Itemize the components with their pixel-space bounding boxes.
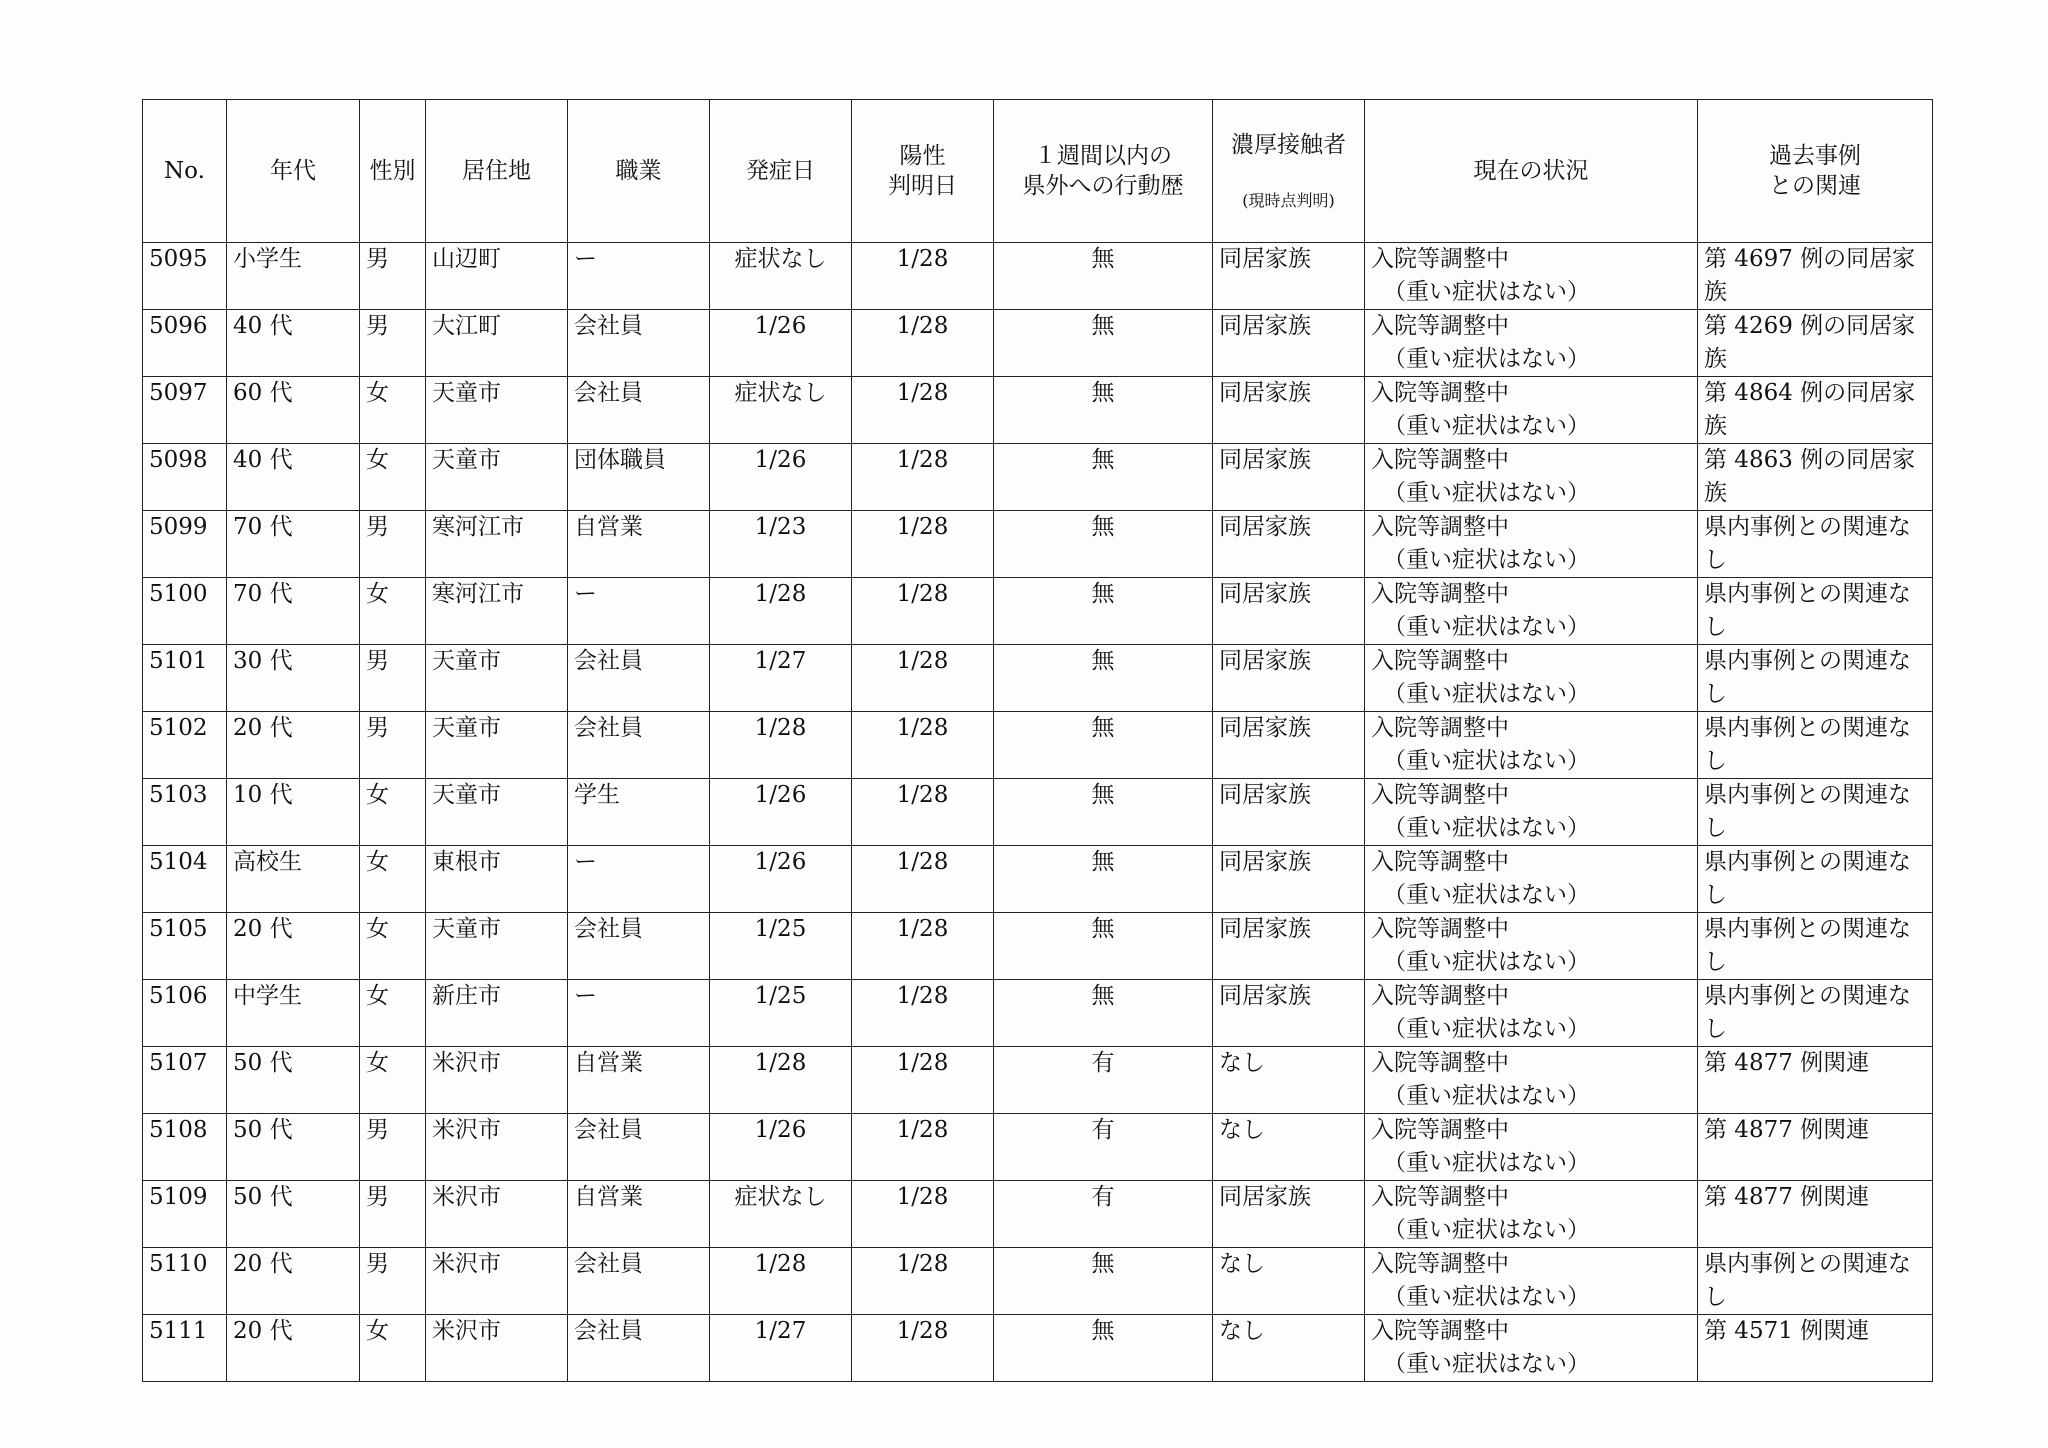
table-row	[143, 377, 1933, 444]
cell-close-contact: 同居家族	[1213, 846, 1365, 913]
cell-sex: 男	[360, 1248, 426, 1315]
cell-residence: 米沢市	[426, 1248, 568, 1315]
cell-sex: 女	[360, 578, 426, 645]
cell-relation: 第 4269 例の同居家族	[1698, 310, 1933, 377]
cell-residence: 天童市	[426, 645, 568, 712]
cell-positive-date: 1/28	[852, 578, 994, 645]
status-line-1: 入院等調整中	[1371, 1318, 1509, 1344]
cell-occupation: 会社員	[568, 1248, 710, 1315]
cell-positive-date: 1/28	[852, 377, 994, 444]
cell-travel-history: 無	[994, 243, 1213, 310]
cell-status	[1365, 846, 1698, 913]
cell-age: 高校生	[227, 846, 360, 913]
cell-sex: 男	[360, 310, 426, 377]
cell-sex: 女	[360, 444, 426, 511]
status-line-1: 入院等調整中	[1371, 581, 1509, 607]
header-close-contact-main: 濃厚接触者	[1231, 132, 1346, 158]
cell-occupation: 学生	[568, 779, 710, 846]
cell-travel-history: 無	[994, 377, 1213, 444]
cell-close-contact: 同居家族	[1213, 980, 1365, 1047]
header-relation: 過去事例 との関連	[1698, 100, 1933, 243]
cell-occupation: ー	[568, 578, 710, 645]
status-line-1: 入院等調整中	[1371, 380, 1509, 406]
cell-residence: 寒河江市	[426, 578, 568, 645]
status-line-2: （重い症状はない）	[1383, 1217, 1590, 1243]
status-line-1: 入院等調整中	[1371, 983, 1509, 1009]
cell-age: 50 代	[227, 1181, 360, 1248]
cell-status	[1365, 1181, 1698, 1248]
cell-status	[1365, 444, 1698, 511]
cell-close-contact: 同居家族	[1213, 243, 1365, 310]
cell-no: 5097	[143, 377, 227, 444]
cell-occupation: 自営業	[568, 1047, 710, 1114]
header-positive-date: 陽性 判明日	[852, 100, 994, 243]
cell-onset: 1/23	[710, 511, 852, 578]
cell-sex: 男	[360, 645, 426, 712]
cell-residence: 天童市	[426, 377, 568, 444]
cell-relation: 県内事例との関連なし	[1698, 712, 1933, 779]
cell-sex: 女	[360, 1315, 426, 1382]
cell-status	[1365, 779, 1698, 846]
cell-close-contact: 同居家族	[1213, 310, 1365, 377]
cell-close-contact: 同居家族	[1213, 712, 1365, 779]
cell-age: 20 代	[227, 913, 360, 980]
table-row	[143, 444, 1933, 511]
cell-sex: 女	[360, 377, 426, 444]
cell-positive-date: 1/28	[852, 645, 994, 712]
cell-positive-date: 1/28	[852, 444, 994, 511]
status-line-1: 入院等調整中	[1371, 246, 1509, 272]
cell-travel-history: 無	[994, 846, 1213, 913]
cell-age: 小学生	[227, 243, 360, 310]
cell-travel-history: 無	[994, 444, 1213, 511]
cell-age: 60 代	[227, 377, 360, 444]
status-line-1: 入院等調整中	[1371, 1251, 1509, 1277]
cell-no: 5099	[143, 511, 227, 578]
cell-relation: 県内事例との関連なし	[1698, 578, 1933, 645]
cell-residence: 東根市	[426, 846, 568, 913]
cell-travel-history: 無	[994, 578, 1213, 645]
cell-age: 50 代	[227, 1047, 360, 1114]
cell-occupation: 会社員	[568, 645, 710, 712]
cell-travel-history: 無	[994, 1315, 1213, 1382]
status-line-1: 入院等調整中	[1371, 313, 1509, 339]
header-occupation: 職業	[568, 100, 710, 243]
cell-residence: 米沢市	[426, 1047, 568, 1114]
cell-travel-history: 無	[994, 980, 1213, 1047]
table-row	[143, 712, 1933, 779]
cell-close-contact: 同居家族	[1213, 511, 1365, 578]
cell-no: 5105	[143, 913, 227, 980]
cell-sex: 男	[360, 1181, 426, 1248]
cell-status	[1365, 1047, 1698, 1114]
cell-positive-date: 1/28	[852, 1047, 994, 1114]
cell-relation: 第 4864 例の同居家族	[1698, 377, 1933, 444]
cell-relation: 県内事例との関連なし	[1698, 913, 1933, 980]
cell-relation: 県内事例との関連なし	[1698, 779, 1933, 846]
table-row	[143, 511, 1933, 578]
cell-no: 5101	[143, 645, 227, 712]
cell-travel-history: 無	[994, 511, 1213, 578]
cell-no: 5106	[143, 980, 227, 1047]
cell-travel-history: 無	[994, 645, 1213, 712]
cell-sex: 女	[360, 779, 426, 846]
cell-close-contact: 同居家族	[1213, 578, 1365, 645]
cell-positive-date: 1/28	[852, 1315, 994, 1382]
cell-close-contact: 同居家族	[1213, 377, 1365, 444]
cell-sex: 女	[360, 1047, 426, 1114]
cell-status	[1365, 511, 1698, 578]
cell-positive-date: 1/28	[852, 980, 994, 1047]
table-row	[143, 578, 1933, 645]
status-line-1: 入院等調整中	[1371, 916, 1509, 942]
cell-travel-history: 有	[994, 1181, 1213, 1248]
cell-close-contact: なし	[1213, 1248, 1365, 1315]
cell-residence: 天童市	[426, 712, 568, 779]
cell-residence: 新庄市	[426, 980, 568, 1047]
cell-no: 5109	[143, 1181, 227, 1248]
status-line-2: （重い症状はない）	[1383, 1016, 1590, 1042]
cell-onset: 1/28	[710, 1248, 852, 1315]
cell-positive-date: 1/28	[852, 779, 994, 846]
cell-status	[1365, 1248, 1698, 1315]
status-line-1: 入院等調整中	[1371, 782, 1509, 808]
cell-travel-history: 無	[994, 913, 1213, 980]
header-status: 現在の状況	[1365, 100, 1698, 243]
header-no: No.	[143, 100, 227, 243]
cell-no: 5103	[143, 779, 227, 846]
cell-onset: 1/26	[710, 444, 852, 511]
status-line-2: （重い症状はない）	[1383, 1284, 1590, 1310]
cell-relation: 第 4877 例関連	[1698, 1114, 1933, 1181]
cell-relation: 県内事例との関連なし	[1698, 1248, 1933, 1315]
cell-residence: 米沢市	[426, 1114, 568, 1181]
table-row	[143, 1181, 1933, 1248]
cell-close-contact: なし	[1213, 1114, 1365, 1181]
cell-close-contact: 同居家族	[1213, 779, 1365, 846]
cell-close-contact: 同居家族	[1213, 444, 1365, 511]
cell-travel-history: 無	[994, 779, 1213, 846]
cell-occupation: ー	[568, 243, 710, 310]
cell-sex: 女	[360, 846, 426, 913]
cell-positive-date: 1/28	[852, 1181, 994, 1248]
status-line-2: （重い症状はない）	[1383, 480, 1590, 506]
cell-occupation: 会社員	[568, 1114, 710, 1181]
cell-sex: 男	[360, 712, 426, 779]
cell-positive-date: 1/28	[852, 712, 994, 779]
cell-occupation: 会社員	[568, 1315, 710, 1382]
cell-onset: 1/26	[710, 310, 852, 377]
status-line-2: （重い症状はない）	[1383, 815, 1590, 841]
table-row	[143, 645, 1933, 712]
cell-onset: 1/28	[710, 1047, 852, 1114]
header-residence: 居住地	[426, 100, 568, 243]
cell-positive-date: 1/28	[852, 310, 994, 377]
table-row	[143, 1315, 1933, 1382]
header-onset: 発症日	[710, 100, 852, 243]
cell-onset: 1/26	[710, 779, 852, 846]
cell-status	[1365, 913, 1698, 980]
cell-no: 5111	[143, 1315, 227, 1382]
cell-relation: 第 4877 例関連	[1698, 1181, 1933, 1248]
cell-positive-date: 1/28	[852, 1114, 994, 1181]
cell-occupation: 自営業	[568, 511, 710, 578]
cell-status	[1365, 1315, 1698, 1382]
status-line-2: （重い症状はない）	[1383, 1083, 1590, 1109]
cell-residence: 米沢市	[426, 1181, 568, 1248]
cell-close-contact: なし	[1213, 1047, 1365, 1114]
cell-positive-date: 1/28	[852, 846, 994, 913]
status-line-2: （重い症状はない）	[1383, 748, 1590, 774]
status-line-2: （重い症状はない）	[1383, 1351, 1590, 1377]
cell-relation: 第 4877 例関連	[1698, 1047, 1933, 1114]
table-row	[143, 779, 1933, 846]
cell-no: 5102	[143, 712, 227, 779]
table-row	[143, 1114, 1933, 1181]
cell-sex: 男	[360, 1114, 426, 1181]
cell-age: 40 代	[227, 444, 360, 511]
cell-close-contact: 同居家族	[1213, 645, 1365, 712]
cell-close-contact: 同居家族	[1213, 913, 1365, 980]
cell-age: 40 代	[227, 310, 360, 377]
cell-onset: 1/28	[710, 578, 852, 645]
header-age: 年代	[227, 100, 360, 243]
status-line-2: （重い症状はない）	[1383, 279, 1590, 305]
cell-positive-date: 1/28	[852, 243, 994, 310]
header-close-contact-sub: (現時点判明)	[1242, 191, 1335, 210]
cell-onset: 1/26	[710, 1114, 852, 1181]
cell-no: 5100	[143, 578, 227, 645]
cell-age: 70 代	[227, 578, 360, 645]
cell-onset: 1/27	[710, 645, 852, 712]
cell-residence: 米沢市	[426, 1315, 568, 1382]
cell-status	[1365, 243, 1698, 310]
status-line-2: （重い症状はない）	[1383, 882, 1590, 908]
cell-sex: 女	[360, 913, 426, 980]
cell-travel-history: 無	[994, 310, 1213, 377]
status-line-2: （重い症状はない）	[1383, 614, 1590, 640]
cell-status	[1365, 578, 1698, 645]
status-line-2: （重い症状はない）	[1383, 346, 1590, 372]
cell-status	[1365, 712, 1698, 779]
cell-relation: 第 4571 例関連	[1698, 1315, 1933, 1382]
cell-relation: 県内事例との関連なし	[1698, 980, 1933, 1047]
cell-travel-history: 無	[994, 1248, 1213, 1315]
cell-travel-history: 無	[994, 712, 1213, 779]
status-line-1: 入院等調整中	[1371, 849, 1509, 875]
cell-no: 5098	[143, 444, 227, 511]
cell-residence: 寒河江市	[426, 511, 568, 578]
cell-onset: 1/25	[710, 980, 852, 1047]
cell-relation: 県内事例との関連なし	[1698, 846, 1933, 913]
cell-onset: 症状なし	[710, 377, 852, 444]
cell-no: 5110	[143, 1248, 227, 1315]
status-line-1: 入院等調整中	[1371, 1184, 1509, 1210]
cell-positive-date: 1/28	[852, 511, 994, 578]
cell-occupation: 団体職員	[568, 444, 710, 511]
cell-relation: 県内事例との関連なし	[1698, 511, 1933, 578]
header-travel-history: １週間以内の 県外への行動歴	[994, 100, 1213, 243]
cell-no: 5107	[143, 1047, 227, 1114]
header-sex: 性別	[360, 100, 426, 243]
cell-age: 10 代	[227, 779, 360, 846]
cell-positive-date: 1/28	[852, 913, 994, 980]
cell-sex: 男	[360, 243, 426, 310]
cell-onset: 1/26	[710, 846, 852, 913]
cell-no: 5096	[143, 310, 227, 377]
cell-no: 5095	[143, 243, 227, 310]
cell-occupation: 自営業	[568, 1181, 710, 1248]
cell-age: 20 代	[227, 1315, 360, 1382]
table-row	[143, 310, 1933, 377]
cell-occupation: 会社員	[568, 310, 710, 377]
table-row	[143, 1248, 1933, 1315]
cell-relation: 県内事例との関連なし	[1698, 645, 1933, 712]
cell-travel-history: 有	[994, 1114, 1213, 1181]
status-line-2: （重い症状はない）	[1383, 1150, 1590, 1176]
cell-close-contact: 同居家族	[1213, 1181, 1365, 1248]
cell-occupation: ー	[568, 846, 710, 913]
status-line-1: 入院等調整中	[1371, 648, 1509, 674]
cell-occupation: ー	[568, 980, 710, 1047]
header-close-contact	[1213, 100, 1365, 243]
cell-occupation: 会社員	[568, 712, 710, 779]
status-line-2: （重い症状はない）	[1383, 547, 1590, 573]
cell-age: 20 代	[227, 1248, 360, 1315]
cell-age: 50 代	[227, 1114, 360, 1181]
status-line-2: （重い症状はない）	[1383, 413, 1590, 439]
cell-onset: 症状なし	[710, 1181, 852, 1248]
cell-sex: 女	[360, 980, 426, 1047]
cell-onset: 1/25	[710, 913, 852, 980]
cell-status	[1365, 980, 1698, 1047]
table-row	[143, 913, 1933, 980]
cell-residence: 山辺町	[426, 243, 568, 310]
cell-residence: 大江町	[426, 310, 568, 377]
table-row	[143, 980, 1933, 1047]
status-line-1: 入院等調整中	[1371, 447, 1509, 473]
status-line-2: （重い症状はない）	[1383, 681, 1590, 707]
cell-close-contact: なし	[1213, 1315, 1365, 1382]
cell-status	[1365, 310, 1698, 377]
status-line-1: 入院等調整中	[1371, 1050, 1509, 1076]
table-row	[143, 243, 1933, 310]
cell-onset: 1/28	[710, 712, 852, 779]
status-line-1: 入院等調整中	[1371, 1117, 1509, 1143]
cell-residence: 天童市	[426, 913, 568, 980]
cell-residence: 天童市	[426, 444, 568, 511]
cell-age: 30 代	[227, 645, 360, 712]
cell-occupation: 会社員	[568, 377, 710, 444]
cell-status	[1365, 645, 1698, 712]
cell-status	[1365, 1114, 1698, 1181]
status-line-2: （重い症状はない）	[1383, 949, 1590, 975]
cell-age: 中学生	[227, 980, 360, 1047]
status-line-1: 入院等調整中	[1371, 715, 1509, 741]
cell-no: 5104	[143, 846, 227, 913]
cell-positive-date: 1/28	[852, 1248, 994, 1315]
cell-age: 20 代	[227, 712, 360, 779]
cell-onset: 1/27	[710, 1315, 852, 1382]
case-table	[142, 99, 1933, 1382]
cell-age: 70 代	[227, 511, 360, 578]
cell-occupation: 会社員	[568, 913, 710, 980]
cell-travel-history: 有	[994, 1047, 1213, 1114]
table-row	[143, 1047, 1933, 1114]
cell-sex: 男	[360, 511, 426, 578]
cell-onset: 症状なし	[710, 243, 852, 310]
cell-status	[1365, 377, 1698, 444]
cell-relation: 第 4863 例の同居家族	[1698, 444, 1933, 511]
table-row	[143, 846, 1933, 913]
table-header-row	[143, 100, 1933, 243]
cell-relation: 第 4697 例の同居家族	[1698, 243, 1933, 310]
table-body	[143, 243, 1933, 1382]
cell-residence: 天童市	[426, 779, 568, 846]
cell-no: 5108	[143, 1114, 227, 1181]
status-line-1: 入院等調整中	[1371, 514, 1509, 540]
